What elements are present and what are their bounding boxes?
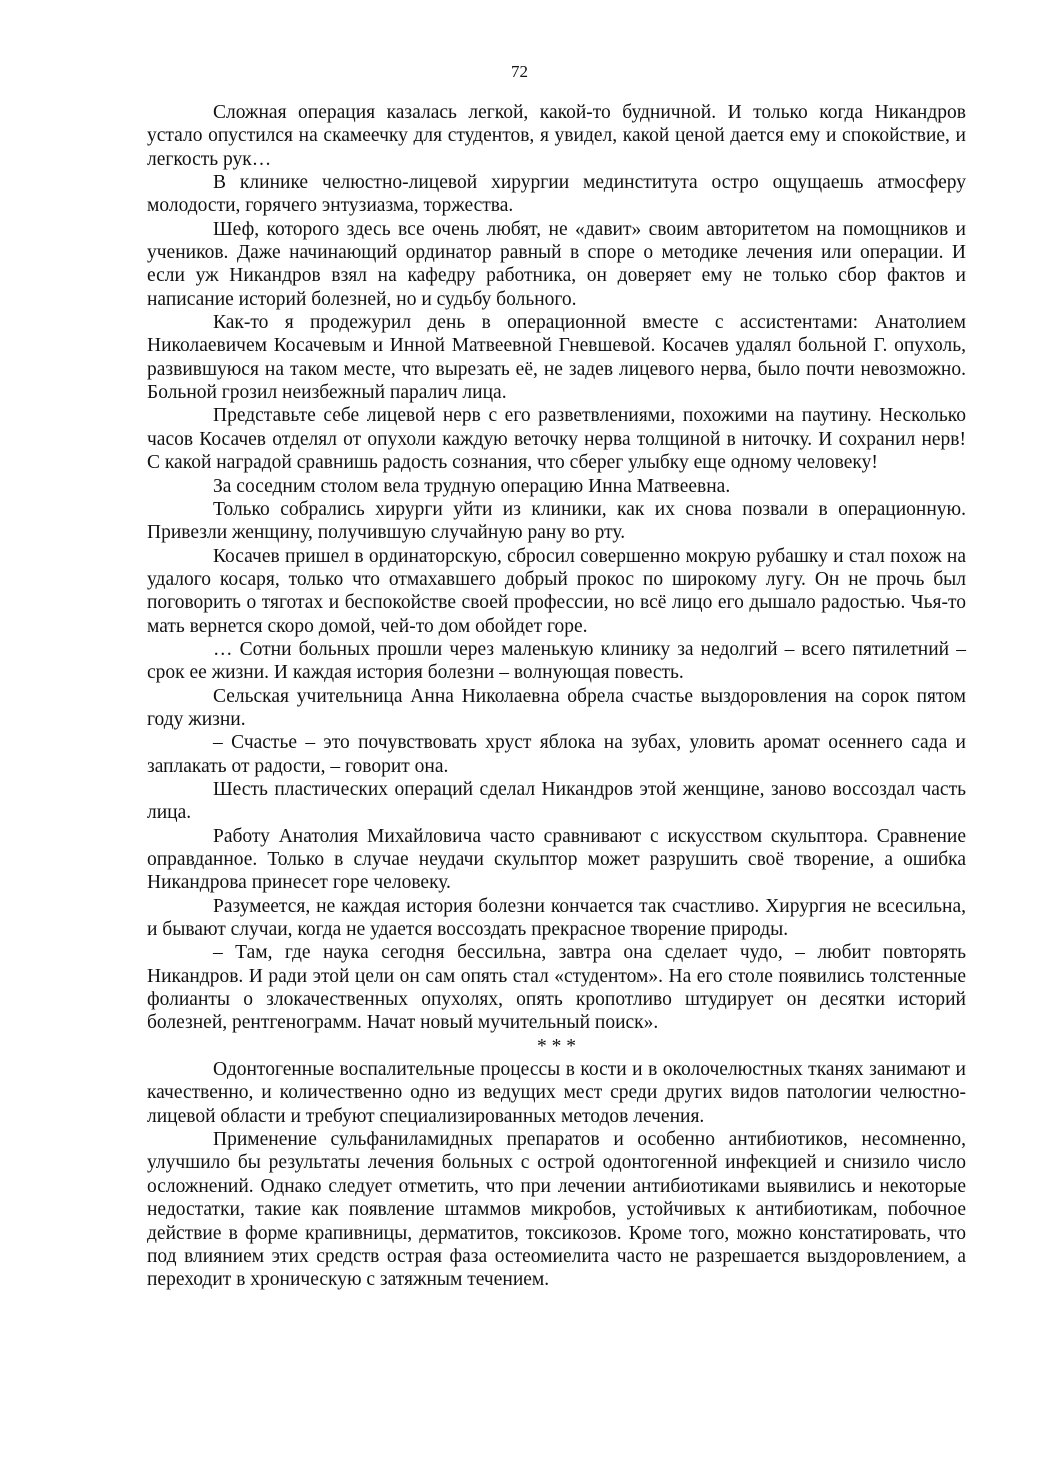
paragraph: В клинике челюстно-лицевой хирургии мединститута остро ощущаешь атмосферу молодости, горячего энтузиазма, торжества. [147, 172, 966, 217]
paragraph: Одонтогенные воспалительные процессы в кости и в околочелюстных тканях занимают и качественно, и количественно одно из ведущих мест среди других видов патологии челюстно-лицевой области и требуют специализированных методов лечения. [147, 1059, 966, 1127]
body-text [147, 101, 966, 1292]
paragraph: Шесть пластических операций сделал Никандров этой женщине, заново воссоздал часть лица. [147, 778, 966, 824]
paragraph: – Там, где наука сегодня бессильна, завтра она сделает чудо, – любит повторять Никандров. И ради этой цели он сам опять стал «студентом». На его столе появились толстенные фолианты о злокачественных опухолях, опять кропотливо штудирует он десятки историй болезней, рентгенограмм. Начат новый мучительный поиск». [147, 942, 966, 1034]
paragraph: Разумеется, не каждая история болезни кончается так счастливо. Хирургия не всесильна, и бывают случаи, когда не удается воссоздать прекрасное творение природы. [147, 895, 966, 941]
paragraph: – Счастье – это почувствовать хруст яблока на зубах, уловить аромат осеннего сада и заплакать от радости, – говорит она. [147, 732, 966, 777]
paragraph: Шеф, которого здесь все очень любят, не «давит» своим авторитетом на помощников и учеников. Даже начинающий ординатор равный в споре о методике лечения или операции. И если уж Никандров взял на кафедру работника, он доверяет ему не только сбор фактов и написание историй болезней, но и судьбу больного. [147, 218, 966, 310]
page-number: 72 [511, 62, 528, 81]
paragraph: Сложная операция казалась легкой, какой-то будничной. И только когда Никандров устало опустился на скамеечку для студентов, я увидел, какой ценой дается ему и спокойствие, и легкость рук… [147, 102, 966, 170]
paragraph: Только собрались хирурги уйти из клиники, как их снова позвали в операционную. Привезли женщину, получившую случайную рану во рту. [147, 498, 966, 544]
paragraph: … Сотни больных прошли через маленькую клинику за недолгий – всего пятилетний – срок ее жизни. И каждая история болезни – волнующая повесть. [147, 638, 966, 684]
paragraph: Как-то я продежурил день в операционной вместе с ассистентами: Анатолием Николаевичем Косачевым и Инной Матвеевной Гневшевой. Косачев удалял больной Г. опухоль, развившуюся на таком месте, что вырезать её, не задев лицевого нерва, было почти невозможно. Больной грозил неизбежный паралич лица. [147, 312, 966, 404]
paragraph: Работу Анатолия Михайловича часто сравнивают с искусством скульптора. Сравнение оправданное. Только в случае неудачи скульптор может разрушить своё творение, а ошибка Никандрова принесет горе человеку. [147, 825, 966, 894]
paragraph: За соседним столом вела трудную операцию Инна Матвеевна. [213, 475, 731, 497]
paragraph: Сельская учительница Анна Николаевна обрела счастье выздоровления на сорок пятом году жизни. [147, 685, 966, 730]
paragraph: Применение сульфаниламидных препаратов и особенно антибиотиков, несомненно, улучшило бы результаты лечения больных с острой одонтогенной инфекцией и снизило число осложнений. Однако следует отметить, что при лечении антибиотиками выявились и некоторые недостатки, такие как появление штаммов микробов, устойчивых к антибиотикам, побочное действие в форме крапивницы, дерматитов, токсикозов. Кроме того, можно констатировать, что под влиянием этих средств острая фаза остеомиелита часто не разрешается выздоровлением, а переходит в хроническую с затяжным течением. [147, 1129, 966, 1291]
paragraph: Представьте себе лицевой нерв с его разветвлениями, похожими на паутину. Несколько часов Косачев отделял от опухоли каждую веточку нерва толщиной в ниточку. И сохранил нерв! С какой наградой сравнишь радость сознания, что сберег улыбку еще одному человеку! [147, 405, 966, 474]
section-separator: * * * [537, 1035, 576, 1057]
paragraph: Косачев пришел в ординаторскую, сбросил совершенно мокрую рубашку и стал похож на удалого косаря, только что отмахавшего добрый прокос по широкому лугу. Он не прочь был поговорить о тяготах и беспокойстве своей профессии, но всё лицо его дышало радостью. Чья-то мать вернется скоро домой, чей-то дом обойдет горе. [147, 545, 966, 637]
